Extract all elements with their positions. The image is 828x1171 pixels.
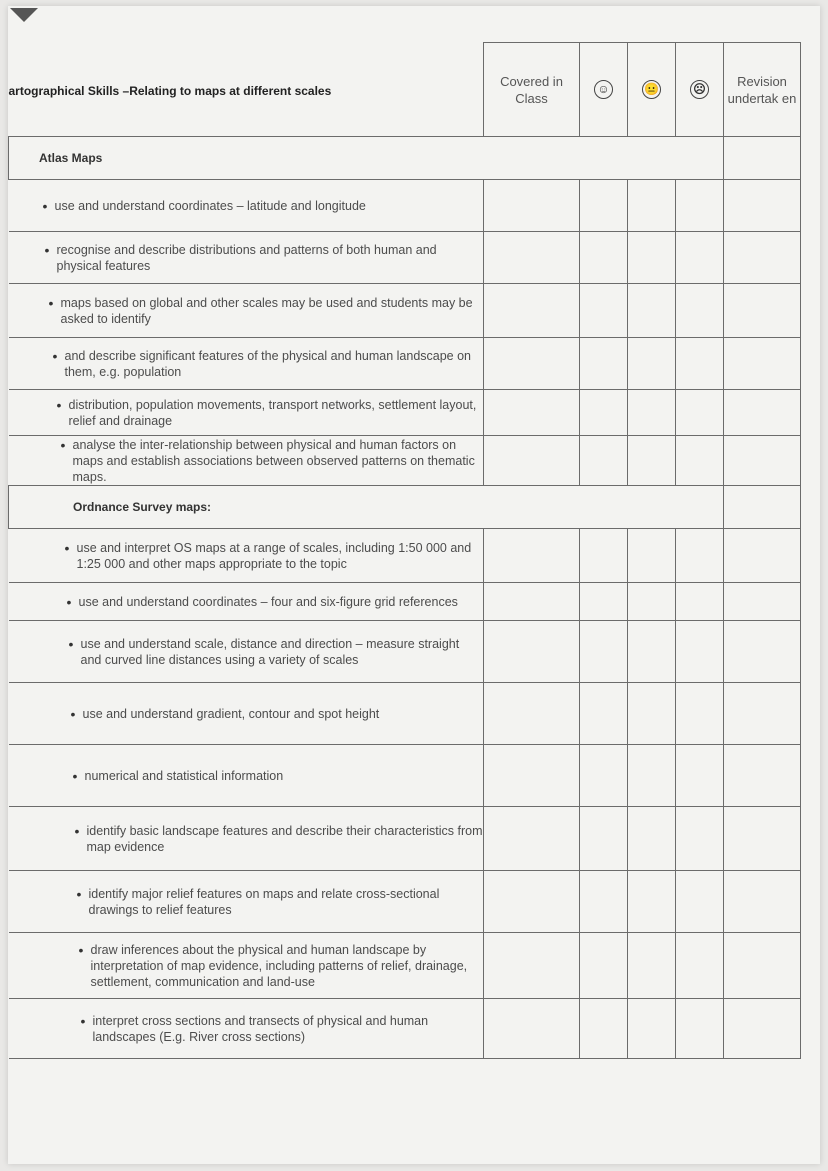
skill-text: interpret cross sections and transects of physical and human landscapes (E.g. River cross sections) (92, 1013, 429, 1044)
unsure-cell[interactable] (628, 583, 676, 621)
not-confident-cell[interactable] (676, 745, 724, 807)
revision-cell[interactable] (724, 529, 801, 583)
covered-checkbox-cell[interactable] (484, 232, 580, 284)
revision-cell[interactable] (724, 232, 801, 284)
confident-cell[interactable] (580, 180, 628, 232)
unsure-cell[interactable] (628, 807, 676, 871)
revision-cell[interactable] (724, 583, 801, 621)
revision-cell[interactable] (724, 933, 801, 999)
not-confident-cell[interactable] (676, 529, 724, 583)
revision-cell[interactable] (724, 999, 801, 1059)
table-row: • use and understand coordinates – four and six-figure grid references (9, 583, 801, 621)
skill-text: use and interpret OS maps at a range of scales, including 1:50 000 and 1:25 000 and other maps appropriate to the topic (76, 540, 472, 571)
not-confident-cell[interactable] (676, 683, 724, 745)
unsure-cell[interactable] (628, 621, 676, 683)
table-row: • use and understand scale, distance and direction – measure straight and curved line distances using a variety of scales (9, 621, 801, 683)
unsure-cell[interactable] (628, 284, 676, 338)
section-heading-atlas-maps: Atlas Maps (9, 137, 724, 180)
covered-checkbox-cell[interactable] (484, 621, 580, 683)
section-row-os (9, 486, 801, 529)
section-heading-ordnance-survey: Ordnance Survey maps: (9, 486, 724, 529)
confident-cell[interactable] (580, 390, 628, 436)
covered-checkbox-cell[interactable] (484, 436, 580, 486)
unsure-cell[interactable] (628, 745, 676, 807)
not-confident-cell[interactable] (676, 871, 724, 933)
skill-text: use and understand coordinates – four and six-figure grid references (78, 594, 458, 609)
happy-face-icon: ☺ (594, 80, 613, 99)
skill-text: and describe significant features of the physical and human landscape on them, e.g. population (64, 348, 472, 379)
revision-cell[interactable] (724, 390, 801, 436)
revision-cell[interactable] (724, 871, 801, 933)
covered-checkbox-cell[interactable] (484, 871, 580, 933)
unsure-cell[interactable] (628, 232, 676, 284)
skill-text: draw inferences about the physical and human landscape by interpretation of map evidence, including patterns of relief, drainage, settlement, communication and land-use (90, 942, 468, 989)
confident-cell[interactable] (580, 284, 628, 338)
page-title: artographical Skills –Relating to maps at different scales (9, 43, 484, 137)
unsure-cell[interactable] (628, 180, 676, 232)
revision-cell[interactable] (724, 180, 801, 232)
skill-text: use and understand gradient, contour and spot height (82, 706, 380, 721)
confident-cell[interactable] (580, 621, 628, 683)
skill-text: recognise and describe distributions and patterns of both human and physical features (56, 242, 437, 273)
not-confident-cell[interactable] (676, 999, 724, 1059)
skills-checklist-table (8, 42, 801, 1059)
revision-cell[interactable] (724, 683, 801, 745)
confident-cell[interactable] (580, 807, 628, 871)
table-row: • use and understand gradient, contour and spot height (9, 683, 801, 745)
table-row: • interpret cross sections and transects of physical and human landscapes (E.g. River cross sections) (9, 999, 801, 1059)
not-confident-cell[interactable] (676, 180, 724, 232)
confident-cell[interactable] (580, 583, 628, 621)
table-row: • identify major relief features on maps and relate cross-sectional drawings to relief features (9, 871, 801, 933)
header-row (9, 43, 801, 137)
skill-text: use and understand scale, distance and direction – measure straight and curved line distances using a variety of scales (80, 636, 460, 667)
not-confident-cell[interactable] (676, 583, 724, 621)
covered-checkbox-cell[interactable] (484, 933, 580, 999)
covered-checkbox-cell[interactable] (484, 999, 580, 1059)
confident-cell[interactable] (580, 529, 628, 583)
revision-cell[interactable] (724, 284, 801, 338)
not-confident-cell[interactable] (676, 338, 724, 390)
revision-cell[interactable] (724, 745, 801, 807)
covered-checkbox-cell[interactable] (484, 583, 580, 621)
skill-text: identify basic landscape features and describe their characteristics from map evidence (86, 823, 483, 854)
covered-in-class-header: Covered in Class (484, 43, 580, 137)
unsure-cell[interactable] (628, 338, 676, 390)
table-row: • identify basic landscape features and describe their characteristics from map evidence (9, 807, 801, 871)
skill-text: identify major relief features on maps and relate cross-sectional drawings to relief features (88, 886, 440, 917)
unsure-cell[interactable] (628, 529, 676, 583)
revision-undertaken-header: Revision undertak en (724, 43, 801, 137)
table-row: • draw inferences about the physical and human landscape by interpretation of map evidence, including patterns of relief, drainage, settlement, communication and land-use (9, 933, 801, 999)
skill-text: analyse the inter-relationship between physical and human factors on maps and establish associations between observed patterns on thematic maps. (72, 437, 475, 484)
unsure-cell[interactable] (628, 871, 676, 933)
unsure-cell[interactable] (628, 436, 676, 486)
skill-text: use and understand coordinates – latitude and longitude (54, 198, 366, 213)
sad-face-icon: ☹ (690, 80, 709, 99)
table-row: • recognise and describe distributions and patterns of both human and physical features (9, 232, 801, 284)
unsure-cell[interactable] (628, 933, 676, 999)
confident-cell[interactable] (580, 745, 628, 807)
covered-checkbox-cell[interactable] (484, 529, 580, 583)
table-row: • numerical and statistical information (9, 745, 801, 807)
unsure-cell[interactable] (628, 683, 676, 745)
not-confident-cell[interactable] (676, 933, 724, 999)
skill-text: maps based on global and other scales may be used and students may be asked to identify (60, 295, 473, 326)
skill-text: distribution, population movements, transport networks, settlement layout, relief and drainage (68, 397, 477, 428)
not-confident-cell[interactable] (676, 436, 724, 486)
confident-cell[interactable] (580, 933, 628, 999)
table-row: • use and interpret OS maps at a range of scales, including 1:50 000 and 1:25 000 and other maps appropriate to the topic (9, 529, 801, 583)
table-row: • maps based on global and other scales may be used and students may be asked to identify (9, 284, 801, 338)
confident-cell[interactable] (580, 338, 628, 390)
neutral-face-icon: 😐 (642, 80, 661, 99)
confident-cell[interactable] (580, 871, 628, 933)
revision-cell[interactable] (724, 807, 801, 871)
confident-cell[interactable] (580, 232, 628, 284)
worksheet-page (8, 6, 820, 1164)
table-row: • distribution, population movements, transport networks, settlement layout, relief and drainage (9, 390, 801, 436)
revision-cell[interactable] (724, 436, 801, 486)
unsure-cell[interactable] (628, 390, 676, 436)
covered-checkbox-cell[interactable] (484, 390, 580, 436)
skill-text: numerical and statistical information (84, 768, 284, 783)
section-row-atlas (9, 137, 801, 180)
covered-checkbox-cell[interactable] (484, 683, 580, 745)
revision-cell[interactable] (724, 338, 801, 390)
covered-checkbox-cell[interactable] (484, 284, 580, 338)
covered-checkbox-cell[interactable] (484, 807, 580, 871)
confident-cell[interactable] (580, 999, 628, 1059)
not-confident-cell[interactable] (676, 390, 724, 436)
table-row: • use and understand coordinates – latitude and longitude (9, 180, 801, 232)
table-row: • analyse the inter-relationship between physical and human factors on maps and establish associations between observed patterns on thematic maps. (9, 436, 801, 486)
page-corner-mark (10, 8, 38, 22)
covered-checkbox-cell[interactable] (484, 180, 580, 232)
covered-checkbox-cell[interactable] (484, 745, 580, 807)
unsure-cell[interactable] (628, 999, 676, 1059)
not-confident-cell[interactable] (676, 232, 724, 284)
not-confident-cell[interactable] (676, 807, 724, 871)
confident-cell[interactable] (580, 683, 628, 745)
not-confident-cell[interactable] (676, 621, 724, 683)
confident-cell[interactable] (580, 436, 628, 486)
table-row: • and describe significant features of the physical and human landscape on them, e.g. population (9, 338, 801, 390)
covered-checkbox-cell[interactable] (484, 338, 580, 390)
revision-cell[interactable] (724, 621, 801, 683)
not-confident-cell[interactable] (676, 284, 724, 338)
